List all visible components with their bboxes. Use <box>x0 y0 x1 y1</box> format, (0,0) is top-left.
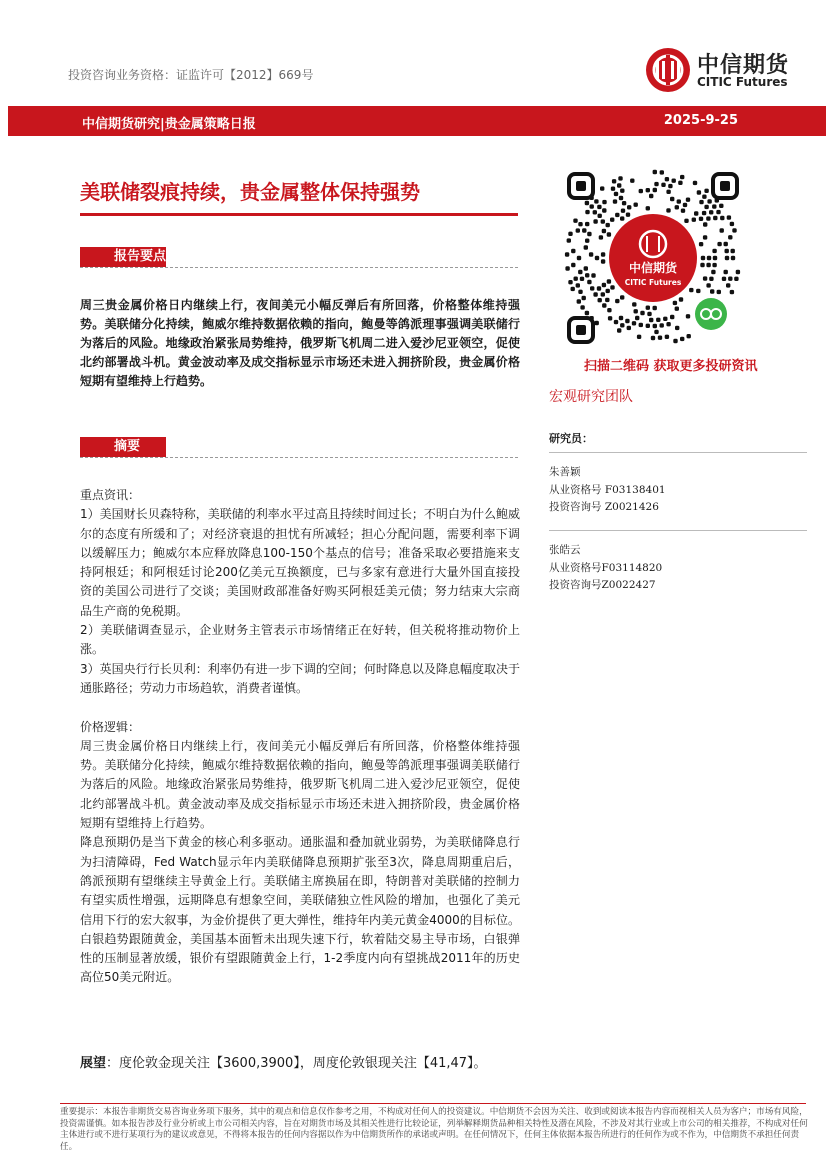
outlook-label: 展望 <box>80 1056 107 1071</box>
report-title: 美联储裂痕持续，贵金属整体保持强势 <box>80 180 420 204</box>
researcher-advisory: 投资咨询号 Z0021426 <box>549 501 659 513</box>
outlook-text: ：度伦敦金现关注【3600,3900】，周度伦敦银现关注【41,47】。 <box>106 1056 487 1071</box>
disclaimer-text: 重要提示：本报告非期货交易咨询业务项下服务，其中的观点和信息仅作参考之用，不构成对任何人的投资建议。中信期货不会因为关注、收到或阅读本报告内容而视相关人员为客户；市场有风险，投资需谨慎。如本报告涉及行业分析或上市公司相关内容，旨在对期货市场及其相关性进行比较论证，列举解释期货品种相关特性及潜在风险，不涉及对其行业或上市公司的相关推荐，不构成对任何主体进行或不进行某项行为的建议或意见，不得将本报告的任何内容据以作为中信期货所作的承诺或声明。在任何情况下，任何主体依据本报告所进行的任何作为或不作为，中信期货不承担任何责任。 <box>60 1107 808 1152</box>
researcher-label: 研究员： <box>549 432 593 445</box>
qr-code[interactable] <box>563 168 743 348</box>
team-name: 宏观研究团队 <box>549 389 633 405</box>
logo-chinese-name: 中信期货 <box>697 53 790 78</box>
logic-paragraph: 降息预期仍是当下黄金的核心利多驱动。通胀温和叠加就业弱势，为美联储降息行为扫清障碍，Fed Watch显示年内美联储降息预期扩张至3次，降息周期重启后，鸽派预期有望继续主导黄金上行。美联储主席换届在即，特朗普对美联储的控制力有望实质性增强，远期降息有想象空间，美联储独立性风险的增加，也强化了美元信用下行的宏大叙事，为金价提供了更大弹性，维持年内美元黄金4000的目标位。白银趋势跟随黄金，美国基本面暂未出现失速下行，软着陆交易主导市场，白银弹性的压制显著放缓，银价有望跟随黄金上行，1-2季度内向有望挑战2011年的历史高位50美元附近。 <box>80 835 520 985</box>
researcher-card <box>549 542 662 595</box>
key-points-text: 周三贵金属价格日内继续上行，夜间美元小幅反弹后有所回落，价格整体维持强势。美联储分化持续，鲍威尔维持数据依赖的指向，鲍曼等鸽派理事强调美联储行为落后的风险。地缘政治紧张局势维持，俄罗斯飞机周二进入爱沙尼亚领空，促使北约部署战斗机。黄金波动率及成交指标显示市场还未进入拥挤阶段，贵金属价格短期有望维持上行趋势。 <box>80 298 520 388</box>
footer-divider <box>60 1103 806 1104</box>
researcher-card <box>549 464 666 517</box>
report-department: 中信期货研究|贵金属策略日报 <box>82 117 256 132</box>
key-points-divider <box>80 267 518 268</box>
researcher-name: 张皓云 <box>549 544 581 556</box>
qr-center-en: CITIC Futures <box>624 278 682 287</box>
citic-logo <box>645 47 805 93</box>
report-date: 2025-9-25 <box>663 113 738 128</box>
summary-divider <box>80 457 518 458</box>
summary-body <box>80 486 520 988</box>
researcher-advisory: 投资咨询号Z0022427 <box>549 579 656 591</box>
news-item: 3）英国央行行长贝利：利率仍有进一步下调的空间；何时降息以及降息幅度取决于通胀路径；劳动力市场趋软，消费者谨慎。 <box>80 661 520 695</box>
researcher-license: 从业资格号 F03138401 <box>549 483 666 496</box>
wechat-miniprogram-icon <box>695 298 727 330</box>
researcher-divider <box>549 452 807 453</box>
researcher-license: 从业资格号F03114820 <box>549 561 663 574</box>
citic-emblem-icon <box>645 47 691 93</box>
logic-label: 价格逻辑： <box>80 719 141 734</box>
qr-center-cn: 中信期货 <box>628 261 678 275</box>
license-text: 投资咨询业务资格：证监许可【2012】669号 <box>68 68 314 82</box>
qr-caption: 扫描二维码 获取更多投研资讯 <box>584 359 758 374</box>
key-points-heading: 报告要点 <box>80 247 166 267</box>
title-underline <box>80 213 518 216</box>
summary-heading: 摘要 <box>80 437 166 457</box>
news-item: 2）美联储调查显示，企业财务主管表示市场情绪正在好转，但关税将推动物价上涨。 <box>80 623 520 657</box>
logic-paragraph: 周三贵金属价格日内继续上行，夜间美元小幅反弹后有所回落，价格整体维持强势。美联储分化持续，鲍威尔维持数据依赖的指向，鲍曼等鸽派理事强调美联储行为落后的风险。地缘政治紧张局势维持，俄罗斯飞机周二进入爱沙尼亚领空，促使北约部署战斗机。黄金波动率及成交指标显示市场还未进入拥挤阶段，贵金属价格短期有望维持上行趋势。 <box>80 738 520 831</box>
news-label: 重点资讯： <box>80 488 141 502</box>
logo-english-name: CITIC Futures <box>697 75 788 89</box>
researcher-divider <box>549 530 807 531</box>
report-header-bar <box>8 106 826 136</box>
outlook <box>80 1054 520 1074</box>
news-item: 1）美国财长贝森特称，美联储的利率水平过高且持续时间过长；不明白为什么鲍威尔的态度有所缓和了；对经济衰退的担忧有所减轻；担心分配问题，需要利率下调以缓解压力；鲍威尔本应释放降息100-150个基点的信号；准备采取必要措施来支持阿根廷；和阿根廷讨论200亿美元互换额度，已与多家有意进行大量外国直接投资的美国公司进行了交谈；美国财政部准备好购买阿根廷美元债；努力结束大宗商品生产商的免税期。 <box>80 507 520 618</box>
researcher-name: 朱善颖 <box>549 466 581 478</box>
